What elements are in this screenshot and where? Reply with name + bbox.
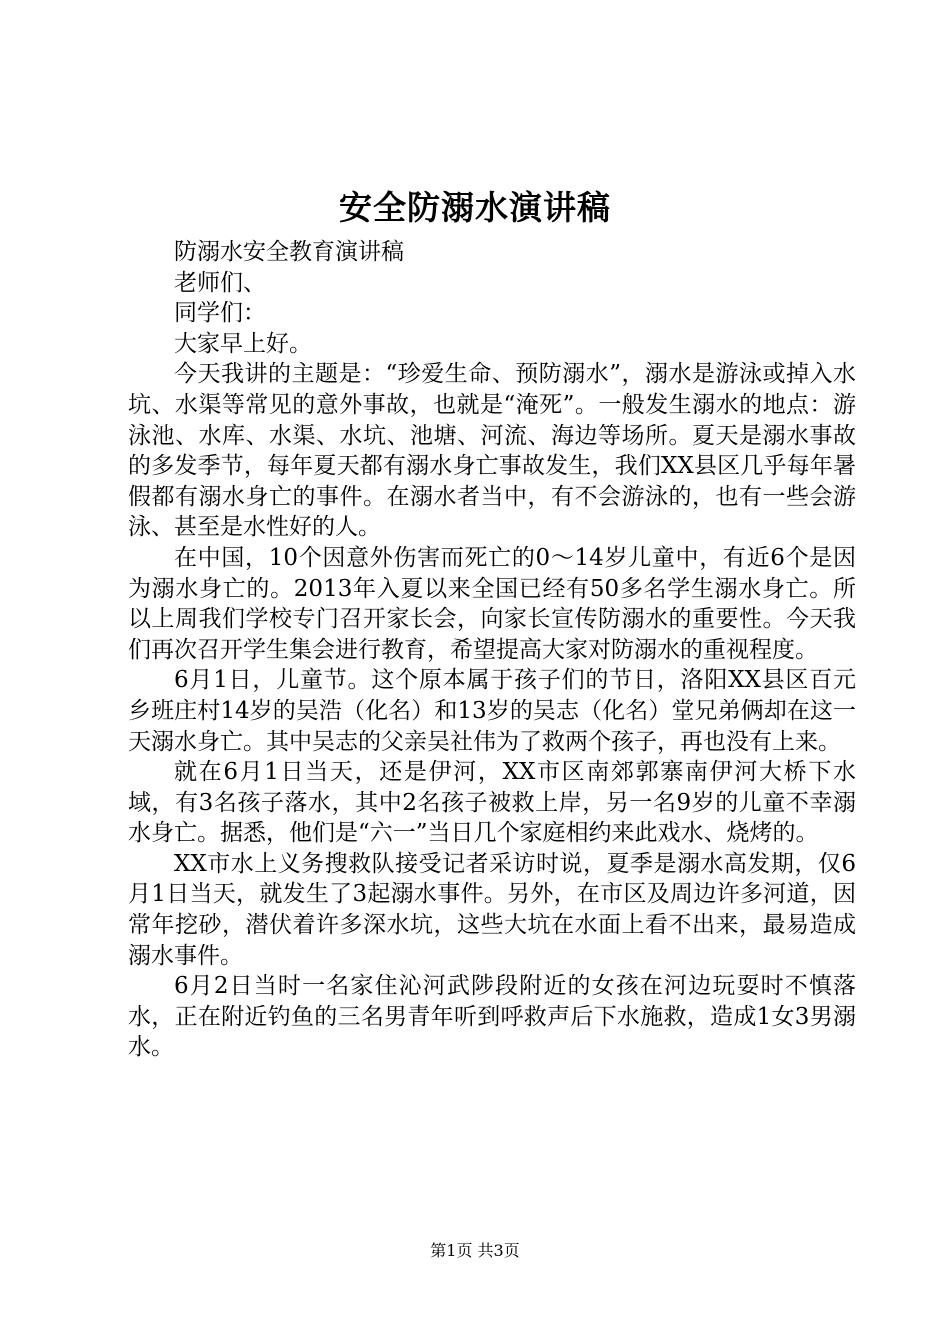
paragraph-topic: 今天我讲的主题是：“珍爱生命、预防溺水”，溺水是游泳或掉入水坑、水渠等常见的意外事故，也就是“淹死”。一般发生溺水的地点：游泳池、水库、水渠、水坑、池塘、河流、海边等场所。夏天是溺水事故的多发季节，每年夏天都有溺水身亡事故发生，我们XX县区几乎每年暑假都有溺水身亡的事件。在溺水者当中，有不会游泳的，也有一些会游泳、甚至是水性好的人。 xyxy=(128,361,856,541)
page-number-footer: 第1页 共3页 xyxy=(430,1241,520,1260)
paragraph-childrens-day: 6月1日，儿童节。这个原本属于孩子们的节日，洛阳XX县区百元乡班庄村14岁的吴浩（化名）和13岁的吴志（化名）堂兄弟俩却在这一天溺水身亡。其中吴志的父亲吴社伟为了救两个孩子，再也没有上来。 xyxy=(128,667,856,755)
paragraph-statistics: 在中国，10个因意外伤害而死亡的0～14岁儿童中，有近6个是因为溺水身亡的。2013年入夏以来全国已经有50多名学生溺水身亡。所以上周我们学校专门召开家长会，向家长宣传防溺水的重要性。今天我们再次召开学生集会进行教育，希望提高大家对防溺水的重视程度。 xyxy=(128,544,856,663)
paragraph-qinhe-incident: 6月2日当时一名家住沁河武陟段附近的女孩在河边玩耍时不慎落水，正在附近钓鱼的三名男青年听到呼救声后下水施救，造成1女3男溺水。 xyxy=(128,973,856,1061)
paragraph-salutation-students: 同学们： xyxy=(174,300,266,327)
document-body xyxy=(128,237,856,1063)
paragraph-subtitle: 防溺水安全教育演讲稿 xyxy=(174,239,404,265)
paragraph-yihe-incident: 就在6月1日当天，还是伊河，XX市区南郊郭寨南伊河大桥下水域，有3名孩子落水，其中2名孩子被救上岸，另一名9岁的儿童不幸溺水身亡。据悉，他们是“六一”当日几个家庭相约来此戏水、烧烤的。 xyxy=(128,759,856,847)
paragraph-rescue-team: XX市水上义务搜救队接受记者采访时说，夏季是溺水高发期，仅6月1日当天，就发生了3起溺水事件。另外，在市区及周边许多河道，因常年挖砂，潜伏着许多深水坑，这些大坑在水面上看不出来，最易造成溺水事件。 xyxy=(128,850,856,969)
document-title: 安全防溺水演讲稿 xyxy=(339,188,611,227)
paragraph-salutation-teachers: 老师们、 xyxy=(174,269,266,296)
paragraph-greeting: 大家早上好。 xyxy=(174,330,312,357)
